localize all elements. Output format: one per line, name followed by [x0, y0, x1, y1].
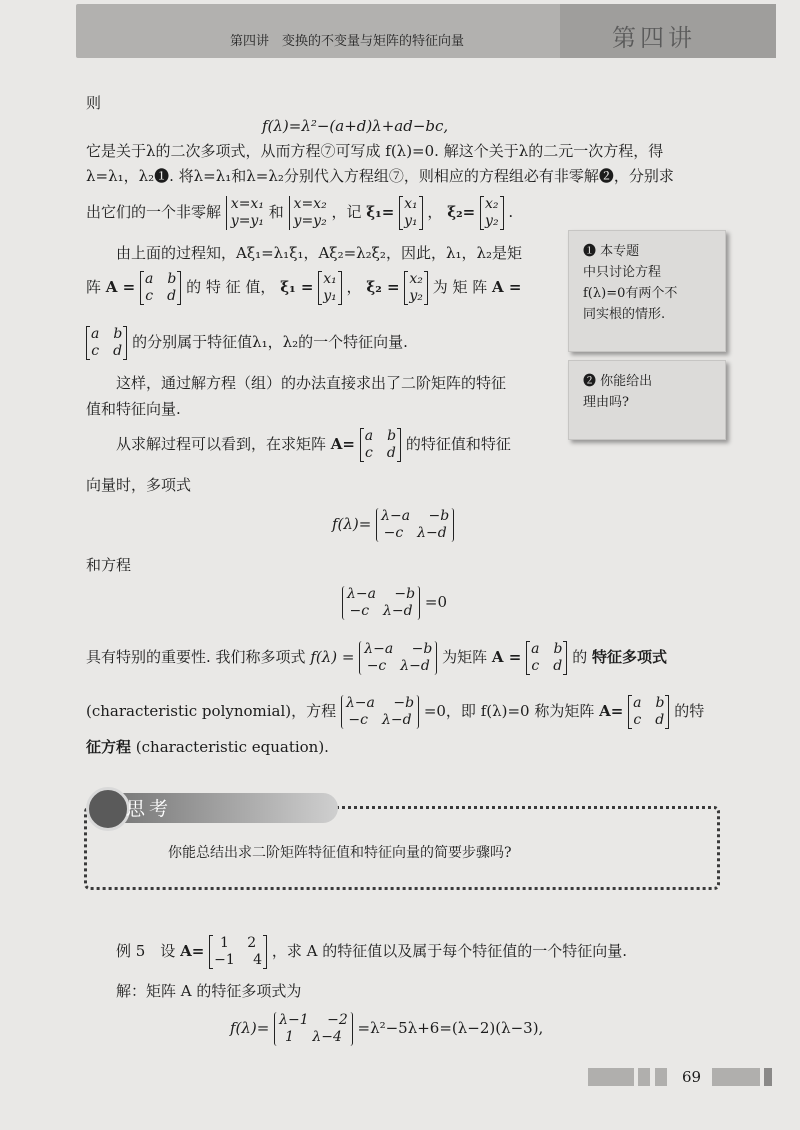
paragraph-line-matrix: 阵 A = a b c d 的 特 征 值， ξ₁ = x₁ y₁ ， ξ₂ = x₂ y₂ 为 矩 阵 A = — [86, 271, 522, 304]
note-line: f(λ)=0有两个不 — [583, 286, 678, 301]
margin-note-1 — [568, 230, 726, 352]
system-2: x=x₂ y=y₂ — [289, 196, 327, 230]
solution-line: 解：矩阵 A 的特征多项式为 — [116, 982, 302, 1000]
note-line: ❷ 你能给出 — [583, 374, 653, 389]
footer-bar — [764, 1068, 772, 1086]
matrix-A: a b c d — [360, 428, 401, 462]
note-line: 理由吗? — [583, 395, 629, 410]
determinant: λ−1 −2 1 λ−4 — [274, 1012, 353, 1046]
paragraph-line: 和方程 — [86, 556, 132, 574]
paragraph-line: 它是关于λ的二次多项式，从而方程⑦可写成 f(λ)=0. 解这个关于λ的二元一次方程，得 — [86, 142, 664, 160]
footer-bar — [638, 1068, 650, 1086]
solution-polynomial: f(λ)= λ−1 −2 1 λ−4 =λ²−5λ+6=(λ−2)(λ−3), — [230, 1012, 544, 1045]
note-line: 同实根的情形. — [583, 307, 666, 322]
matrix-example: 1 2 −1 4 — [209, 935, 267, 969]
paragraph-line: 这样，通过解方程（组）的办法直接求出了二阶矩阵的特征 — [116, 374, 507, 392]
char-equation-display: λ−a −b −c λ−d =0 — [342, 586, 447, 620]
paragraph-line-matrix: 具有特别的重要性. 我们称多项式 f(λ) = λ−a −b −c λ−d 为矩阵 A = a b c d 的 特征多项式 — [86, 641, 668, 674]
equation-f-lambda: f(λ)=λ²−(a+d)λ+ad−bc, — [262, 117, 449, 135]
paragraph-line: λ=λ₁，λ₂❶. 将λ=λ₁和λ=λ₂分别代入方程组⑦，则相应的方程组必有非零解❷，分别求 — [86, 167, 674, 185]
determinant: λ−a −b −c λ−d — [376, 508, 454, 542]
vector-xi2: x₂ y₂ — [480, 196, 504, 230]
lecture-tab-label: 第四讲 — [612, 24, 696, 52]
matrix-A: a b c d — [86, 326, 127, 360]
vector-xi1: x₁ y₁ — [318, 271, 342, 305]
note-line: 中只讨论方程 — [583, 265, 662, 280]
paragraph-line-matrix: 从求解过程可以看到，在求矩阵 A= a b c d 的特征值和特征 — [116, 428, 511, 461]
example-5-statement: 例 5 设 A= 1 2 −1 4 ，求 A 的特征值以及属于每个特征值的一个特征向量. — [116, 935, 628, 968]
vector-xi2: x₂ y₂ — [404, 271, 428, 305]
system-1: x=x₁ y=y₁ — [226, 196, 264, 230]
think-question: 你能总结出求二阶矩阵特征值和特征向量的简要步骤吗? — [168, 845, 512, 861]
page-number: 69 — [682, 1068, 702, 1086]
matrix-A: a b c d — [628, 695, 669, 729]
paragraph-line: 征方程 (characteristic equation). — [86, 738, 329, 756]
determinant: λ−a −b −c λ−d — [341, 695, 419, 729]
paragraph-line-nonzero: 出它们的一个非零解 x=x₁ y=y₁ 和 x=x₂ y=y₂ ，记 ξ₁= x₁ y₁ ， ξ₂= x₂ y₂ . — [86, 196, 514, 229]
char-polynomial-display: f(λ)= λ−a −b −c λ−d — [332, 508, 454, 542]
footer-bar — [712, 1068, 760, 1086]
matrix-A: a b c d — [140, 271, 181, 305]
footer-bar — [655, 1068, 667, 1086]
paragraph-line: 由上面的过程知，Aξ₁=λ₁ξ₁，Aξ₂=λ₂ξ₂，因此，λ₁，λ₂是矩 — [116, 244, 522, 262]
text-ze: 则 — [86, 94, 102, 112]
paragraph-line-matrix: a b c d 的分别属于特征值λ₁，λ₂的一个特征向量. — [86, 326, 408, 360]
key-icon — [86, 787, 130, 831]
matrix-A: a b c d — [526, 641, 567, 675]
paragraph-line: 值和特征向量. — [86, 400, 181, 418]
note-line: ❶ 本专题 — [583, 244, 640, 259]
footer-bar — [588, 1068, 634, 1086]
paragraph-line-matrix: (characteristic polynomial)，方程 λ−a −b −c λ−d =0，即 f(λ)=0 称为矩阵 A= a b c d 的特 — [86, 695, 705, 728]
margin-note-2 — [568, 360, 726, 440]
think-label: 思考 — [126, 798, 173, 820]
header-title: 第四讲 变换的不变量与矩阵的特征向量 — [230, 34, 465, 49]
paragraph-line: 向量时，多项式 — [86, 476, 192, 494]
determinant: λ−a −b −c λ−d — [342, 586, 420, 620]
vector-xi1: x₁ y₁ — [399, 196, 423, 230]
determinant: λ−a −b −c λ−d — [359, 641, 437, 675]
